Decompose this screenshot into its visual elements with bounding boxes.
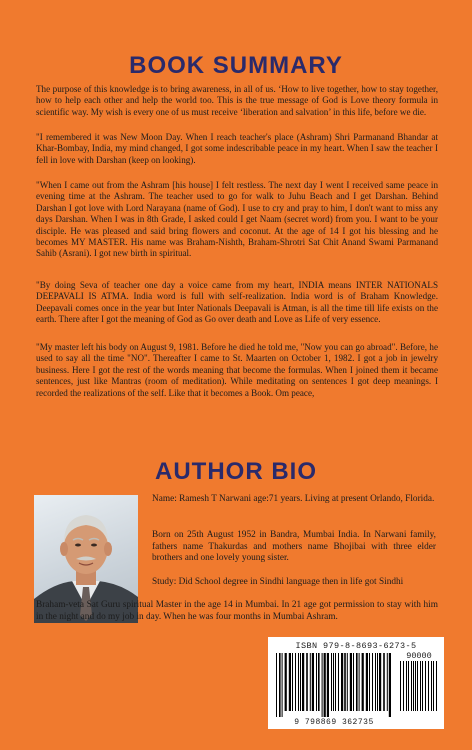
- bio-paragraph: Braham-veta Sat Guru spiritual Master in the age 14 in Mumbai. In 21 age got permission to stay with him in the night and do my job in day. When he was four months in Mumbai Ashram.: [36, 600, 438, 622]
- author-bio-heading: AUTHOR BIO: [155, 458, 317, 485]
- barcode-addon-bars: [400, 661, 438, 717]
- book-summary-heading: BOOK SUMMARY: [129, 52, 343, 79]
- barcode-bars: [276, 653, 394, 717]
- bio-paragraph: Study: Did School degree in Sindhi language then in life got Sindhi: [152, 577, 404, 587]
- summary-paragraph: The purpose of this knowledge is to bring awareness, in all of us. ‘How to live together, how to stay together, how to help each other and help the world too. This is the true message of God is Love theory formula in scientific way. My wish is every one of us must receive ‘liberation and salvation’ in this life, before we die.: [36, 84, 438, 117]
- isbn-label: ISBN 979-8-8693-6273-5: [295, 641, 417, 651]
- bio-paragraph: Born on 25th August 1952 in Bandra, Mumbai India. In Narwani family, fathers name Thakurdas and mothers name Bhojibai with three elder brothers and one lovely young sister.: [152, 530, 436, 564]
- isbn-barcode: [268, 637, 444, 729]
- ean-digits: 9 798869 362735: [294, 718, 374, 727]
- summary-paragraph: "When I came out from the Ashram [his house] I felt restless. The next day I went I received same peace in evening time at the Ashram. The teacher used to go for walk to Juhu Beach and I get Darshan. Behind Darshan I got love with Lord Narayana (name of God). I use to cry and pray to him, I don't want to miss any days Darshan. When I was in 8th Grade, I asked could I get Naam (secret word) from you. I want to be your disciple. He was pleased and said bring flowers and coconut. At the age of 14 I got his blessing and he becomes MY MASTER. His name was Braham-Nishth, Braham-Shrotri Sat Chit Anand Swami Parmanand Sahib (Asrani). I got new birth in spiritual.: [36, 180, 438, 259]
- bio-paragraph: Name: Ramesh T Narwani age:71 years. Living at present Orlando, Florida.: [152, 494, 435, 504]
- barcode-addon-label: 90000: [406, 651, 432, 661]
- summary-paragraph: "I remembered it was New Moon Day. When I reach teacher's place (Ashram) Shri Parmanand Bhandar at Khar-Bombay, India, my mind changed, I got some indescribable peace in my heart. When I saw the teacher I fell in love with Darshan (keep on looking).: [36, 132, 438, 165]
- summary-paragraph: "My master left his body on August 9, 1981. Before he died he told me, "Now you can go abroad". Before, he used to say all the time "NO". Thereafter I came to St. Maarten on October 1, 1982. I got a job in jewelry business. Here I got the rest of the words meaning that become the formulas. When I joined them it became sentences, just like Mantras (room of meditation). While meditating on sentences I got deep meanings. I recorded the realizations of the self. Like that it becomes a Book. Om peace,: [36, 342, 438, 398]
- summary-paragraph: "By doing Seva of teacher one day a voice came from my heart, INDIA means INTER NATIONALS DEEPAVALI IS ATMA. India word is full with self-realization. India word is of Braham Knowledge. Deepavali comes once in the year but Inter Nationals Deepavali is Atman, is all the time till life exists on the earth. There after I got the meaning of God as Go over death and Love as Life of very essence.: [36, 280, 438, 325]
